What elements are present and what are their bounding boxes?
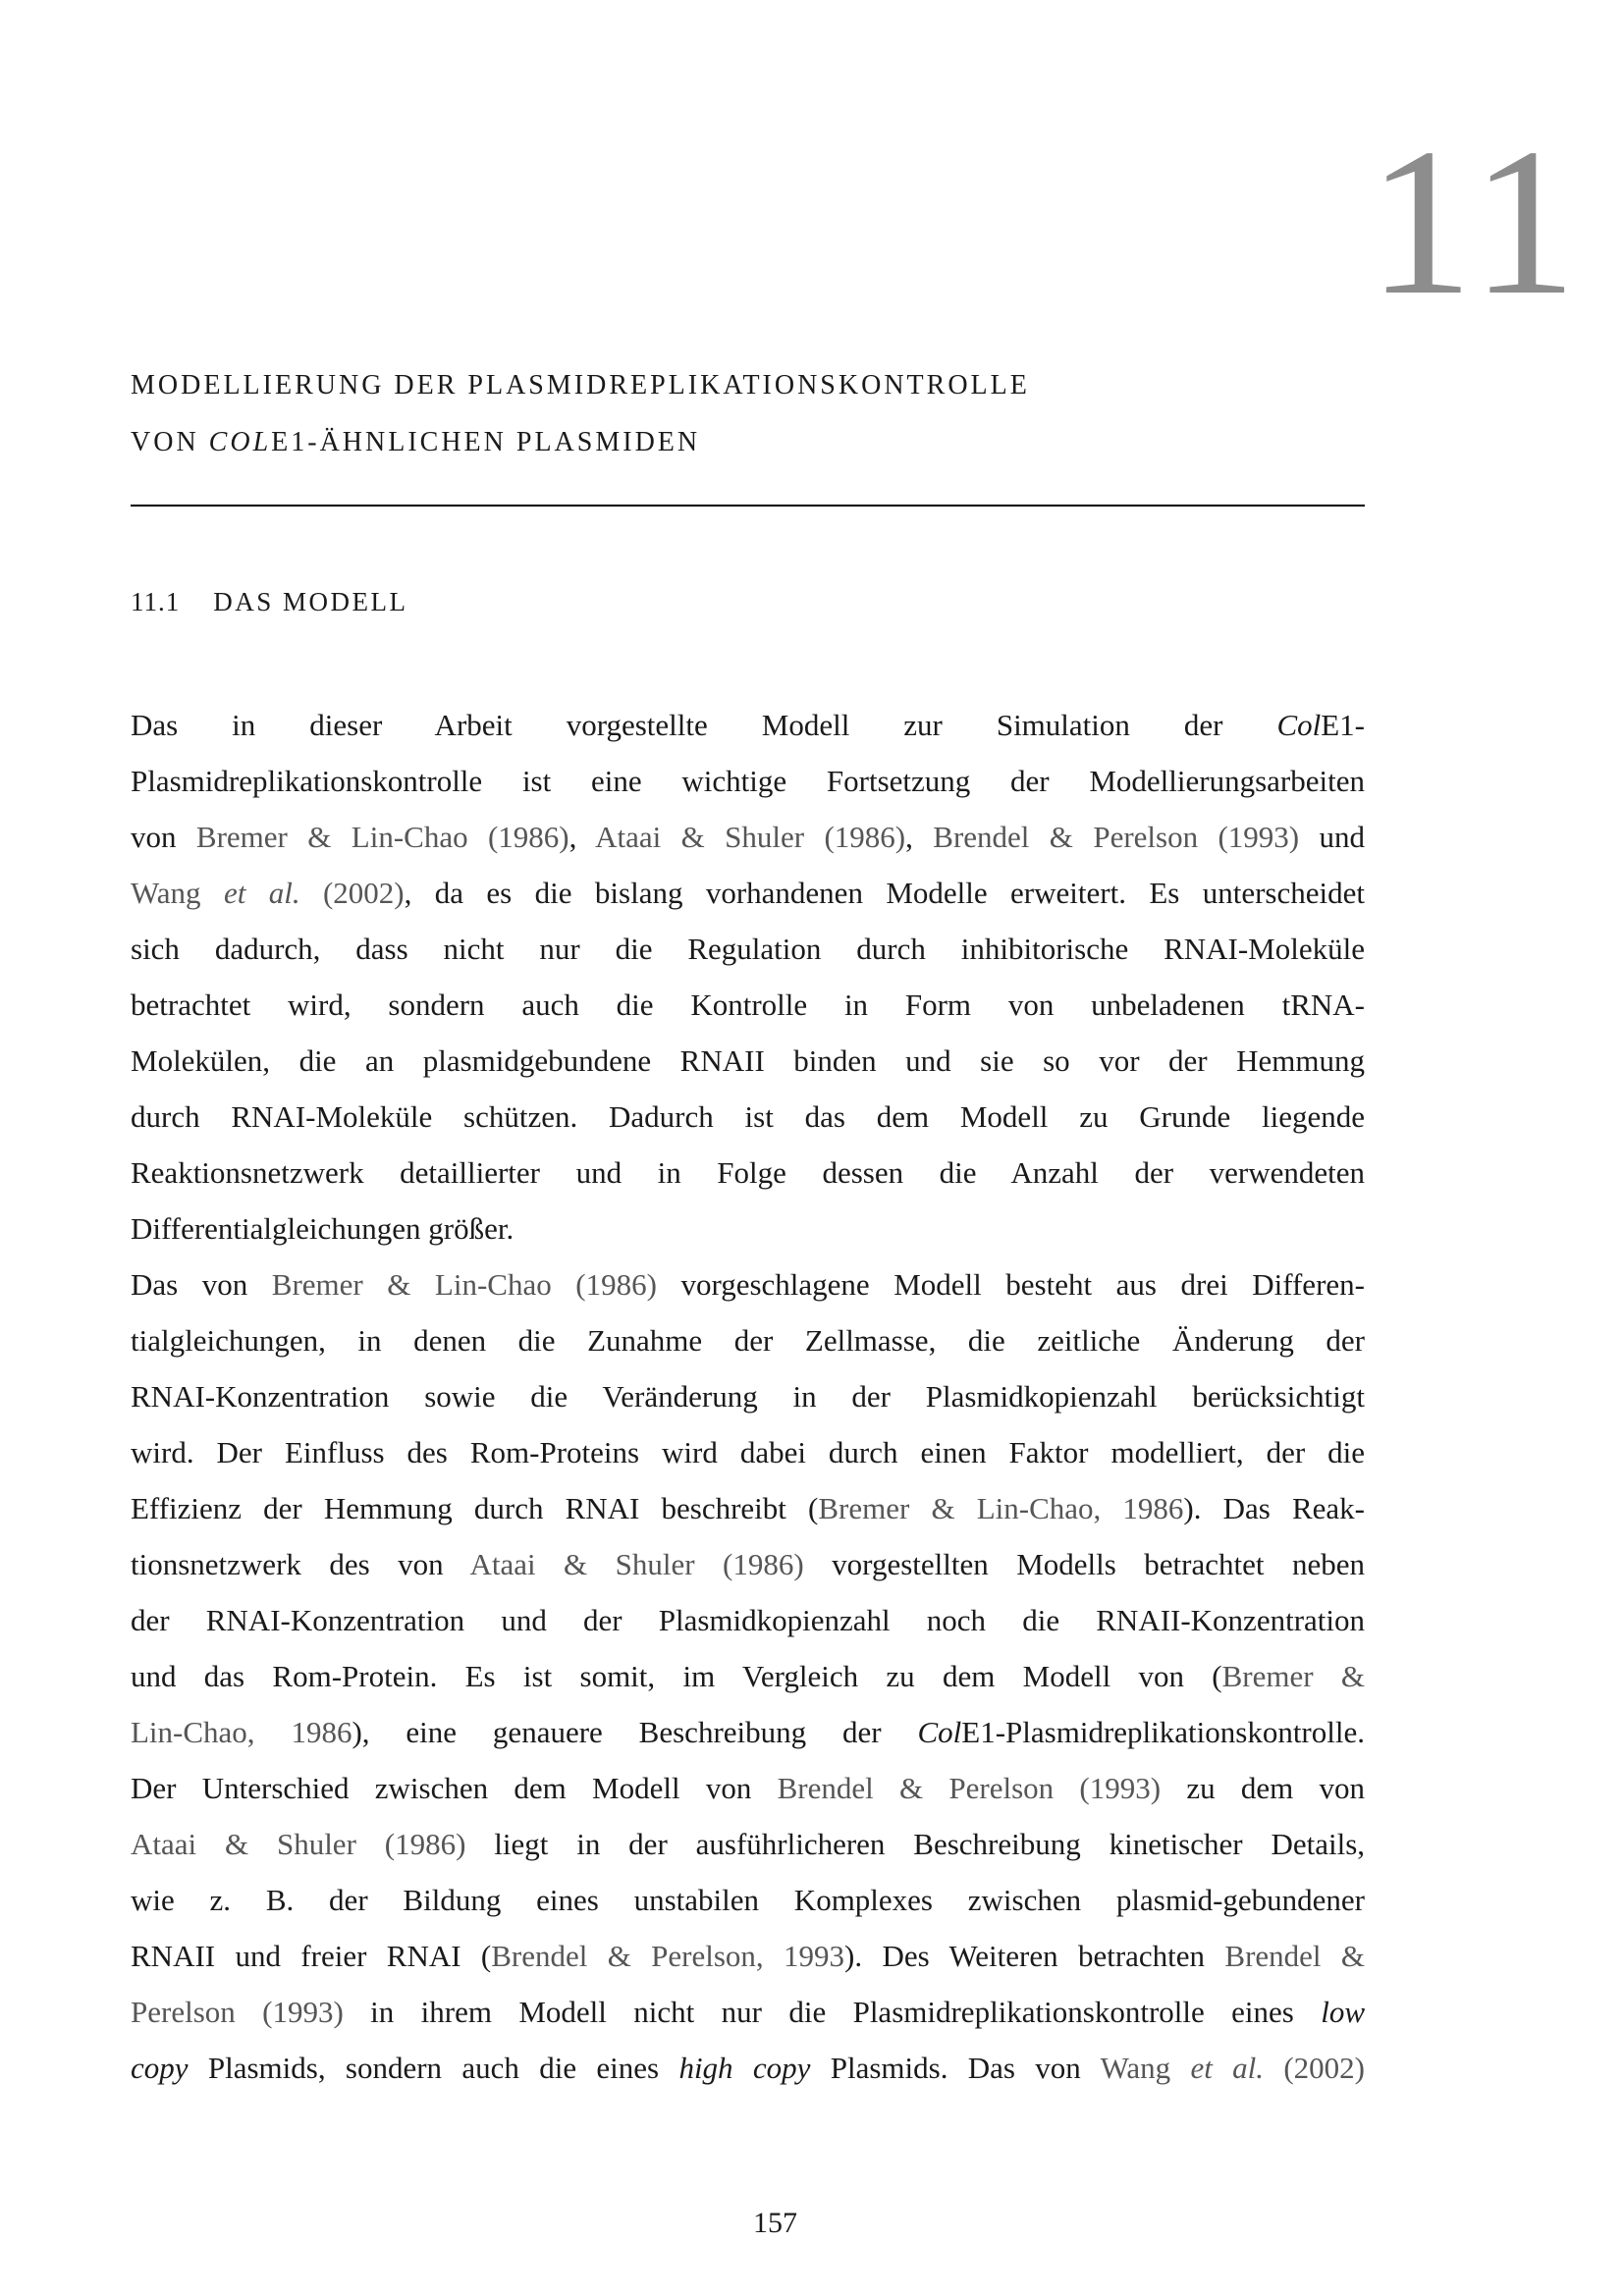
chapter-title-line1: MODELLIERUNG DER PLASMIDREPLIKATIONSKONTROLLE xyxy=(131,370,1030,400)
text-segment: tionsnetzwerk des von xyxy=(131,1547,470,1581)
citation-text: Perelson (1993) xyxy=(131,1995,344,2029)
text-segment: Differentialgleichungen größer. xyxy=(131,1211,514,1246)
text-line xyxy=(131,977,1365,1033)
text-line xyxy=(131,1648,1365,1704)
text-segment: in ihrem Modell nicht nur die Plasmidreplikationskontrolle eines xyxy=(343,1995,1322,2029)
text-segment: copy xyxy=(131,2051,189,2085)
chapter-title-line2 xyxy=(131,414,1365,471)
text-segment: Col xyxy=(917,1715,962,1749)
body-text xyxy=(131,697,1365,2096)
text-line xyxy=(131,1089,1365,1145)
text-line xyxy=(131,921,1365,977)
text-segment: und das Rom-Protein. Es ist somit, im Vergleich zu dem Modell von ( xyxy=(131,1659,1222,1693)
text-segment: low xyxy=(1321,1995,1366,2029)
text-segment: Der Unterschied zwischen dem Modell von xyxy=(131,1771,778,1805)
text-segment: wie z. B. der Bildung eines unstabilen Komplexes zwischen plasmid-gebundener xyxy=(131,1883,1365,1917)
citation-text: (2002) xyxy=(299,876,405,910)
text-segment: E1- xyxy=(1321,708,1365,742)
text-segment: betrachtet wird, sondern auch die Kontrolle in Form von unbeladenen tRNA- xyxy=(131,988,1365,1022)
citation-text: Bremer & Lin-Chao (1986) xyxy=(195,820,569,854)
section-heading xyxy=(131,587,408,616)
citation-text: Brendel & Perelson, 1993 xyxy=(491,1939,845,1973)
text-line xyxy=(131,1872,1365,1928)
text-segment: , xyxy=(905,820,934,854)
text-line xyxy=(131,1312,1365,1368)
text-line xyxy=(131,865,1365,921)
chapter-number: 11 xyxy=(1367,104,1583,339)
citation-text: et al. xyxy=(1190,2051,1265,2085)
citation-text: Lin-Chao, 1986 xyxy=(131,1715,352,1749)
citation-text: (2002) xyxy=(1264,2051,1365,2085)
text-segment: RNAI-Konzentration sowie die Veränderung in der Plasmidkopienzahl berücksichtigt xyxy=(131,1379,1365,1414)
text-segment: , da es die bislang vorhandenen Modelle erweitert. Es unterscheidet xyxy=(404,876,1365,910)
text-line xyxy=(131,697,1365,753)
text-segment: tialgleichungen, in denen die Zunahme der Zellmasse, die zeitliche Änderung der xyxy=(131,1323,1365,1358)
text-segment: durch RNAI-Moleküle schützen. Dadurch ist das dem Modell zu Grunde liegende xyxy=(131,1099,1365,1134)
section-title: DAS MODELL xyxy=(213,587,408,616)
text-segment: E1-Plasmidreplikationskontrolle. xyxy=(961,1715,1365,1749)
citation-text: Bremer & Lin-Chao, 1986 xyxy=(818,1491,1184,1525)
paragraph xyxy=(131,697,1365,1256)
citation-text: Brendel & Perelson (1993) xyxy=(777,1771,1162,1805)
text-segment: Das von xyxy=(131,1267,272,1302)
text-segment: vorgestellten Modells betrachtet neben xyxy=(803,1547,1365,1581)
text-line xyxy=(131,1816,1365,1872)
chapter-title-line2-italic: COL xyxy=(208,427,272,457)
text-line xyxy=(131,1256,1365,1312)
text-line xyxy=(131,1424,1365,1480)
text-line xyxy=(131,753,1365,809)
citation-text: Brendel & xyxy=(1224,1939,1365,1973)
citation-text: Ataai & Shuler (1986) xyxy=(469,1547,804,1581)
paragraph xyxy=(131,1256,1365,2096)
text-segment: RNAII und freier RNAI ( xyxy=(131,1939,492,1973)
citation-text: Wang xyxy=(1100,2051,1191,2085)
citation-text: Ataai & Shuler (1986) xyxy=(595,820,906,854)
text-segment: ). Des Weiteren betrachten xyxy=(844,1939,1225,1973)
text-segment: high copy xyxy=(678,2051,811,2085)
citation-text: Brendel & Perelson (1993) xyxy=(933,820,1300,854)
chapter-title-line2-pre: VON xyxy=(131,427,209,457)
citation-text: Bremer & Lin-Chao (1986) xyxy=(271,1267,657,1302)
text-line xyxy=(131,1536,1365,1592)
citation-text: Ataai & Shuler (1986) xyxy=(131,1827,466,1861)
text-line xyxy=(131,809,1365,865)
text-line xyxy=(131,1033,1365,1089)
text-line xyxy=(131,1592,1365,1648)
text-segment: ), eine genauere Beschreibung der xyxy=(352,1715,918,1749)
text-line xyxy=(131,1145,1365,1201)
text-segment: Col xyxy=(1276,708,1322,742)
title-rule xyxy=(131,505,1365,507)
text-segment: Plasmidreplikationskontrolle ist eine wichtige Fortsetzung der Modellierungsarbeiten xyxy=(131,764,1365,798)
text-segment: vorgeschlagene Modell besteht aus drei Differen- xyxy=(656,1267,1365,1302)
chapter-title xyxy=(131,357,1365,471)
text-segment: sich dadurch, dass nicht nur die Regulation durch inhibitorische RNAI-Moleküle xyxy=(131,932,1365,966)
page-number: 157 xyxy=(753,2207,797,2239)
text-line xyxy=(131,2040,1365,2096)
text-segment: Molekülen, die an plasmidgebundene RNAII binden und sie so vor der Hemmung xyxy=(131,1043,1365,1078)
text-segment: der RNAI-Konzentration und der Plasmidkopienzahl noch die RNAII-Konzentration xyxy=(131,1603,1365,1637)
text-segment: wird. Der Einfluss des Rom-Proteins wird dabei durch einen Faktor modelliert, der die xyxy=(131,1435,1365,1469)
text-line xyxy=(131,1480,1365,1536)
text-segment: Reaktionsnetzwerk detaillierter und in Folge dessen die Anzahl der verwendeten xyxy=(131,1155,1365,1190)
citation-text: Wang xyxy=(131,876,224,910)
text-segment: , xyxy=(568,820,596,854)
text-segment: von xyxy=(131,820,196,854)
text-segment: ). Das Reak- xyxy=(1183,1491,1365,1525)
text-line xyxy=(131,1984,1365,2040)
section-number: 11.1 xyxy=(131,587,181,616)
text-line xyxy=(131,1760,1365,1816)
citation-text: Bremer & xyxy=(1221,1659,1365,1693)
citation-text: et al. xyxy=(223,876,300,910)
text-segment: liegt in der ausführlicheren Beschreibung kinetischer Details, xyxy=(465,1827,1366,1861)
text-segment: Das in dieser Arbeit vorgestellte Modell zur Simulation der xyxy=(131,708,1277,742)
text-segment: Plasmids. Das von xyxy=(810,2051,1101,2085)
text-segment: zu dem von xyxy=(1161,1771,1365,1805)
text-line xyxy=(131,1928,1365,1984)
text-segment: Effizienz der Hemmung durch RNAI beschreibt ( xyxy=(131,1491,819,1525)
text-line xyxy=(131,1368,1365,1424)
text-line xyxy=(131,1704,1365,1760)
text-segment: Plasmids, sondern auch die eines xyxy=(188,2051,679,2085)
text-line xyxy=(131,1201,1365,1256)
chapter-title-line2-post: E1-ÄHNLICHEN PLASMIDEN xyxy=(271,427,701,457)
text-segment: und xyxy=(1299,820,1366,854)
